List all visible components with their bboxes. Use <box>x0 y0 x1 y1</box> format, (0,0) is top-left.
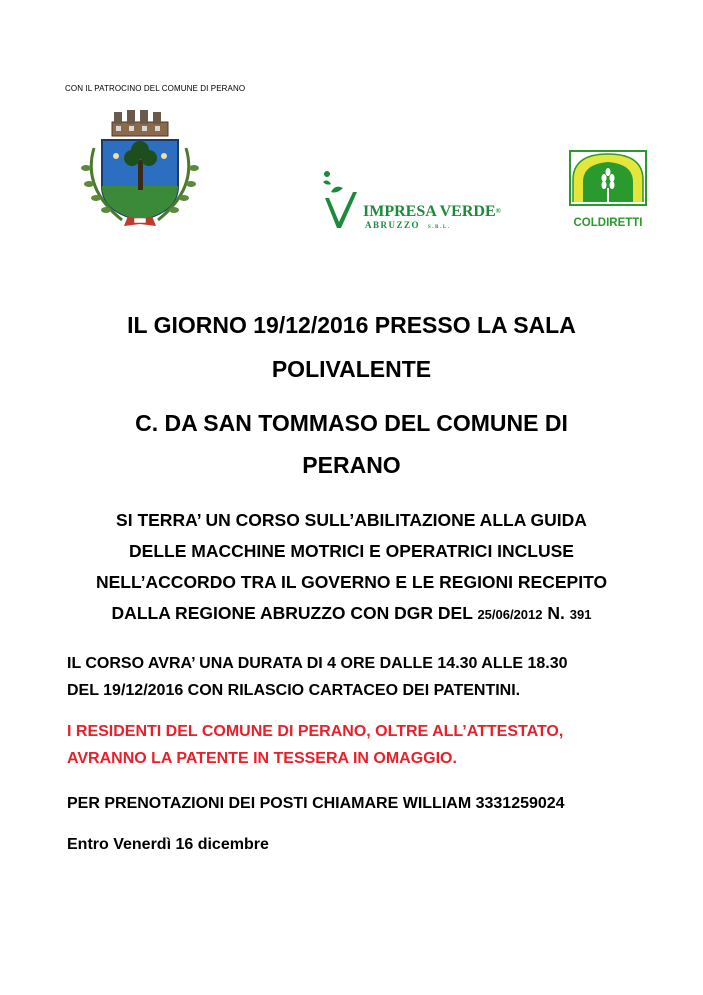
impresa-verde-name: IMPRESA VERDE® <box>363 203 501 220</box>
course-line-2: DELLE MACCHINE MOTRICI E OPERATRICI INCLUSE <box>129 541 574 561</box>
course-line-3: NELL’ACCORDO TRA IL GOVERNO E LE REGIONI RECEPITO <box>95 572 608 592</box>
coat-of-arms-icon <box>72 108 208 228</box>
course-line-4: DALLA REGIONE ABRUZZO CON DGR DEL 25/06/2012 N. 391 <box>111 603 592 623</box>
impresa-verde-leaf-icon <box>323 171 357 228</box>
duration-line-1: IL CORSO AVRA’ UNA DURATA DI 4 ORE DALLE 14.30 ALLE 18.30 <box>67 655 568 672</box>
heading-line-2: POLIVALENTE <box>271 356 432 382</box>
duration-line-2: DEL 19/12/2016 CON RILASCIO CARTACEO DEI PATENTINI. <box>67 682 521 699</box>
heading-line-3: C. DA SAN TOMMASO DEL COMUNE DI <box>135 410 568 436</box>
heading-line-1: IL GIORNO 19/12/2016 PRESSO LA SALA <box>127 312 576 338</box>
residents-notice <box>67 718 677 772</box>
course-line-1: SI TERRA’ UN CORSO SULL’ABILITAZIONE ALLA GUIDA <box>116 510 587 530</box>
residents-line-2: AVRANNO LA PATENTE IN TESSERA IN OMAGGIO. <box>67 750 457 767</box>
deadline-note: Entro Venerdì 16 dicembre <box>67 836 269 853</box>
course-duration <box>67 650 677 704</box>
coldiretti-name: COLDIRETTI <box>573 217 643 229</box>
patronage-note: CON IL PATROCINO DEL COMUNE DI PERANO <box>65 84 246 93</box>
impresa-verde-sub: ABRUZZO S.R.L. <box>365 220 451 230</box>
dgr-number: 391 <box>569 607 592 622</box>
residents-line-1: I RESIDENTI DEL COMUNE DI PERANO, OLTRE ALL’ATTESTATO, <box>67 723 564 740</box>
course-description <box>0 505 703 630</box>
booking-info: PER PRENOTAZIONI DEI POSTI CHIAMARE WILLIAM 3331259024 <box>67 795 565 812</box>
coldiretti-logo <box>569 150 647 230</box>
impresa-verde-logo <box>317 170 527 232</box>
heading-line-4: PERANO <box>302 452 401 478</box>
dgr-date: 25/06/2012 <box>477 607 543 622</box>
